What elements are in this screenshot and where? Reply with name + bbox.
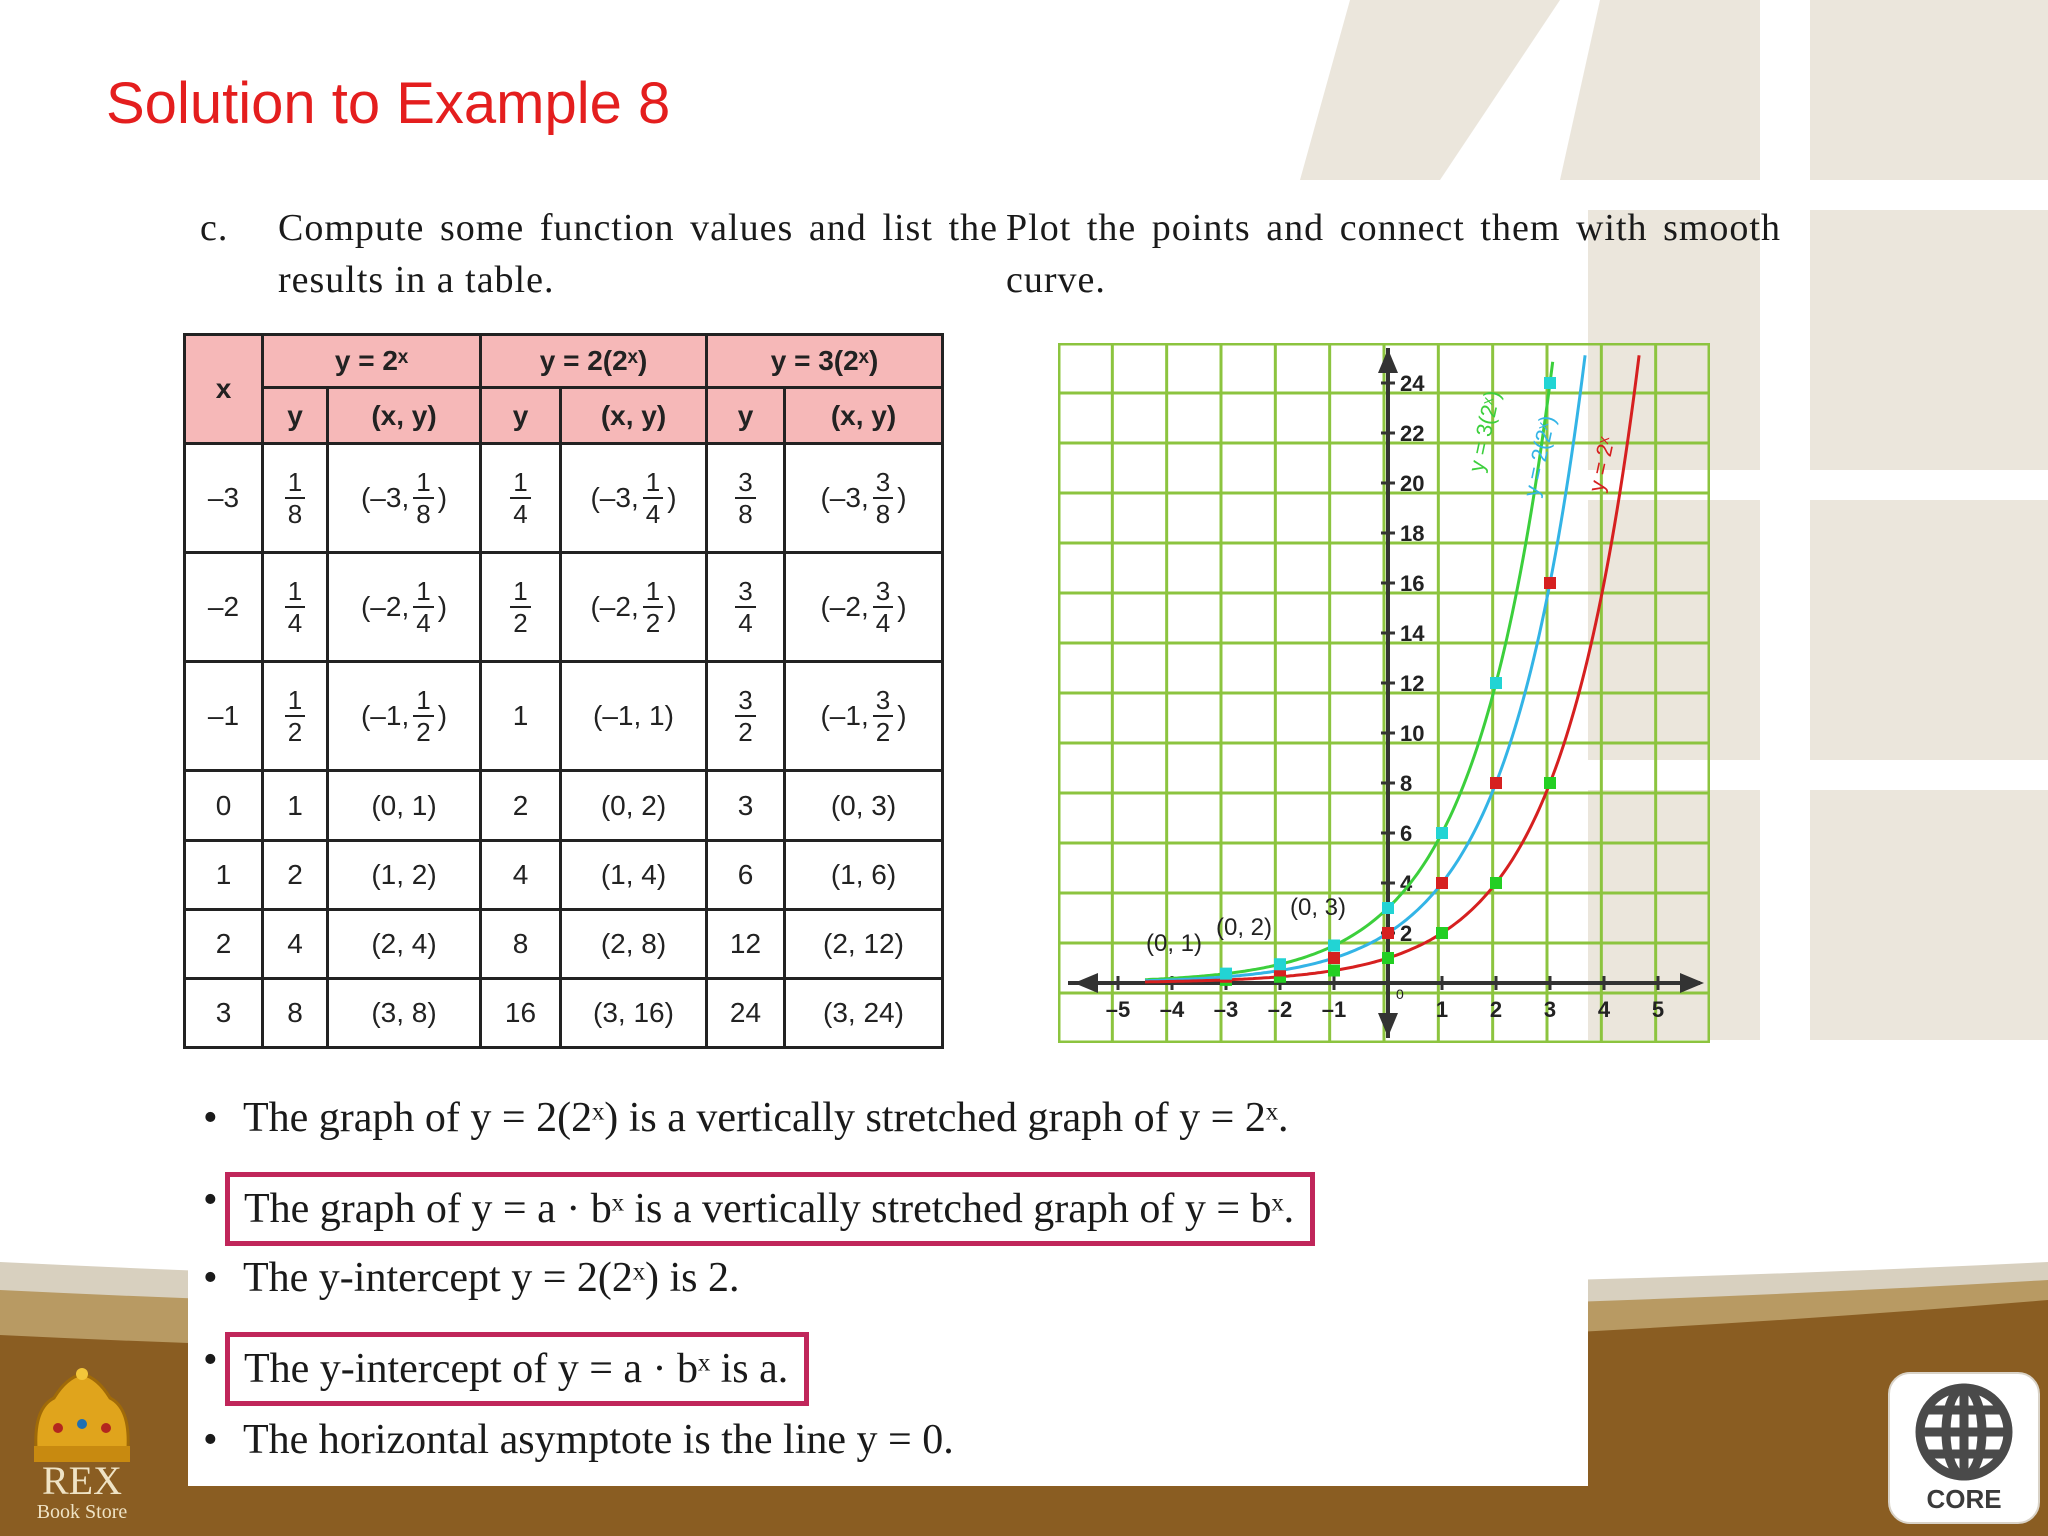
data-point — [1544, 377, 1556, 389]
y-tick-label: 22 — [1400, 421, 1425, 446]
point-cell: (1, 4) — [561, 841, 707, 910]
point-cell: (–3, $\frac{3}{8}$ ) — [785, 444, 943, 553]
x-header: x — [185, 335, 263, 444]
y-cell: 4 — [263, 910, 328, 979]
curve-label: y = 2ˣ — [1583, 434, 1620, 495]
table-row — [185, 553, 943, 662]
point-cell: (–3, $\frac{1}{8}$ ) — [328, 444, 481, 553]
fraction: $\frac{1}{2}$ — [285, 685, 305, 747]
curve-label: y = 3(2ˣ) — [1463, 388, 1506, 475]
data-point — [1436, 827, 1448, 839]
data-point — [1544, 777, 1556, 789]
data-point — [1328, 952, 1340, 964]
table-row — [185, 444, 943, 553]
y-cell — [263, 553, 328, 662]
table-row — [185, 841, 943, 910]
y-cell: 1 — [481, 662, 561, 771]
y-cell: 3 — [707, 771, 785, 841]
function-curve — [1145, 355, 1639, 982]
y-cell: 24 — [707, 979, 785, 1048]
bullet-text: The graph of y = a · bˣ is a vertically stretched graph of y = bˣ. — [225, 1172, 1315, 1246]
table-row — [185, 910, 943, 979]
y-tick-label: 18 — [1400, 521, 1425, 546]
y-tick-label: 4 — [1400, 871, 1413, 896]
bullet-text: The graph of y = 2(2ˣ) is a vertically stretched graph of y = 2ˣ. — [243, 1095, 1289, 1141]
rex-title: REX — [42, 1458, 122, 1503]
y-cell — [707, 662, 785, 771]
y-cell — [263, 662, 328, 771]
x-tick-label: 5 — [1651, 997, 1665, 1022]
x-axis-arrow — [1074, 973, 1098, 993]
rex-book-store-logo — [14, 1368, 150, 1528]
rex-subtitle: Book Store — [36, 1501, 128, 1523]
data-point — [1382, 952, 1394, 964]
x-cell: 2 — [185, 910, 263, 979]
x-cell: –3 — [185, 444, 263, 553]
point-cell: (–3, $\frac{1}{4}$ ) — [561, 444, 707, 553]
y-cell: 12 — [707, 910, 785, 979]
data-point — [1220, 968, 1232, 980]
data-point — [1382, 902, 1394, 914]
x-tick-label: 3 — [1543, 997, 1557, 1022]
data-point — [1490, 677, 1502, 689]
group-header: y = 3(2ˣ) — [707, 335, 943, 388]
bullet-text: The horizontal asymptote is the line y = 0. — [243, 1417, 954, 1463]
group-header: y = 2ˣ — [263, 335, 481, 388]
bullet-text: The y-intercept of y = a · bˣ is a. — [225, 1332, 809, 1406]
point-cell: (–1, $\frac{1}{2}$ ) — [328, 662, 481, 771]
y-cell — [481, 444, 561, 553]
y-cell: 2 — [481, 771, 561, 841]
point-label: (0, 1) — [1146, 930, 1203, 957]
sub-header: (x, y) — [328, 388, 481, 444]
y-tick-label: 14 — [1400, 621, 1425, 646]
x-tick-label: 1 — [1435, 997, 1449, 1022]
fraction: $\frac{1}{2}$ — [510, 576, 530, 638]
y-cell — [707, 444, 785, 553]
point-cell: (3, 24) — [785, 979, 943, 1048]
core-logo — [1888, 1372, 2040, 1524]
point-cell: (2, 12) — [785, 910, 943, 979]
y-cell — [481, 553, 561, 662]
globe-icon — [1890, 1374, 2038, 1484]
data-point — [1490, 777, 1502, 789]
y-cell: 8 — [481, 910, 561, 979]
fraction: $\frac{3}{2}$ — [735, 685, 755, 747]
data-point — [1490, 877, 1502, 889]
x-cell: –1 — [185, 662, 263, 771]
bullet-dot: • — [203, 1417, 218, 1463]
point-cell: (2, 4) — [328, 910, 481, 979]
y-cell: 1 — [263, 771, 328, 841]
y-tick-label: 16 — [1400, 571, 1425, 596]
point-cell: (–2, $\frac{1}{4}$ ) — [328, 553, 481, 662]
bullet-text: The y-intercept y = 2(2ˣ) is 2. — [243, 1255, 740, 1301]
point-cell: (3, 16) — [561, 979, 707, 1048]
y-axis-arrow — [1378, 1013, 1398, 1037]
x-tick-label: 2 — [1489, 997, 1503, 1022]
point-cell: (3, 8) — [328, 979, 481, 1048]
origin-label: 0 — [1396, 986, 1404, 1002]
fraction: $\frac{1}{8}$ — [285, 467, 305, 529]
bullet-dot: • — [203, 1255, 218, 1301]
point-cell: (–1, $\frac{3}{2}$ ) — [785, 662, 943, 771]
point-label: (0, 3) — [1290, 894, 1347, 921]
data-point — [1382, 927, 1394, 939]
function-curve — [1145, 355, 1585, 981]
bullet-dot: • — [203, 1095, 218, 1141]
sub-header: (x, y) — [785, 388, 943, 444]
x-axis-arrow — [1680, 973, 1704, 993]
table-row — [185, 662, 943, 771]
sub-header: (x, y) — [561, 388, 707, 444]
sub-header: y — [481, 388, 561, 444]
curve-label: y = 2(2ˣ) — [1518, 413, 1561, 500]
part-c-instruction — [200, 202, 998, 301]
y-cell: 8 — [263, 979, 328, 1048]
content-panel — [188, 190, 1781, 1486]
y-cell: 6 — [707, 841, 785, 910]
x-tick-label: –1 — [1321, 997, 1347, 1022]
x-tick-label: –3 — [1213, 997, 1239, 1022]
data-point — [1436, 877, 1448, 889]
point-cell: (–2, $\frac{1}{2}$ ) — [561, 553, 707, 662]
data-point — [1328, 965, 1340, 977]
y-cell: 2 — [263, 841, 328, 910]
table-row — [185, 771, 943, 841]
sub-header: y — [263, 388, 328, 444]
bullet-dot: • — [203, 1177, 218, 1223]
y-tick-label: 2 — [1400, 921, 1413, 946]
fraction: $\frac{1}{4}$ — [285, 576, 305, 638]
core-label: CORE — [1926, 1484, 2002, 1514]
point-cell: (0, 2) — [561, 771, 707, 841]
y-cell: 16 — [481, 979, 561, 1048]
x-tick-label: 4 — [1597, 997, 1611, 1022]
y-cell — [707, 553, 785, 662]
bullet-dot: • — [203, 1337, 218, 1383]
data-point — [1544, 577, 1556, 589]
x-cell: 1 — [185, 841, 263, 910]
point-label: (0, 2) — [1216, 914, 1273, 941]
exponential-graph — [1058, 343, 1710, 1043]
point-cell: (0, 1) — [328, 771, 481, 841]
y-tick-label: 12 — [1400, 671, 1425, 696]
y-tick-label: 20 — [1400, 471, 1425, 496]
y-axis-arrow — [1378, 349, 1398, 373]
y-cell: 4 — [481, 841, 561, 910]
sub-header: y — [707, 388, 785, 444]
point-cell: (0, 3) — [785, 771, 943, 841]
table-row — [185, 979, 943, 1048]
part-label: c. — [200, 207, 229, 249]
point-cell: (1, 2) — [328, 841, 481, 910]
point-cell: (1, 6) — [785, 841, 943, 910]
y-tick-label: 10 — [1400, 721, 1425, 746]
data-point — [1274, 958, 1286, 970]
data-point — [1328, 940, 1340, 952]
y-tick-label: 8 — [1400, 771, 1413, 796]
x-tick-label: –4 — [1159, 997, 1185, 1022]
x-cell: 0 — [185, 771, 263, 841]
x-cell: –2 — [185, 553, 263, 662]
plot-instruction: Plot the points and connect them with smooth curve. — [1006, 207, 1781, 301]
x-tick-label: –2 — [1267, 997, 1293, 1022]
point-cell: (2, 8) — [561, 910, 707, 979]
point-cell: (–2, $\frac{3}{4}$ ) — [785, 553, 943, 662]
y-cell — [263, 444, 328, 553]
y-tick-label: 24 — [1400, 371, 1425, 396]
x-tick-label: –5 — [1105, 997, 1131, 1022]
function-values-table — [183, 333, 944, 1049]
fraction: $\frac{1}{4}$ — [510, 467, 530, 529]
fraction: $\frac{3}{4}$ — [735, 576, 755, 638]
part-c-text: Compute some function values and list the results in a table. — [278, 207, 998, 301]
fraction: $\frac{3}{8}$ — [735, 467, 755, 529]
y-tick-label: 6 — [1400, 821, 1413, 846]
x-cell: 3 — [185, 979, 263, 1048]
data-point — [1436, 927, 1448, 939]
group-header: y = 2(2ˣ) — [481, 335, 707, 388]
point-cell: (–1, 1) — [561, 662, 707, 771]
slide-title: Solution to Example 8 — [106, 71, 671, 136]
